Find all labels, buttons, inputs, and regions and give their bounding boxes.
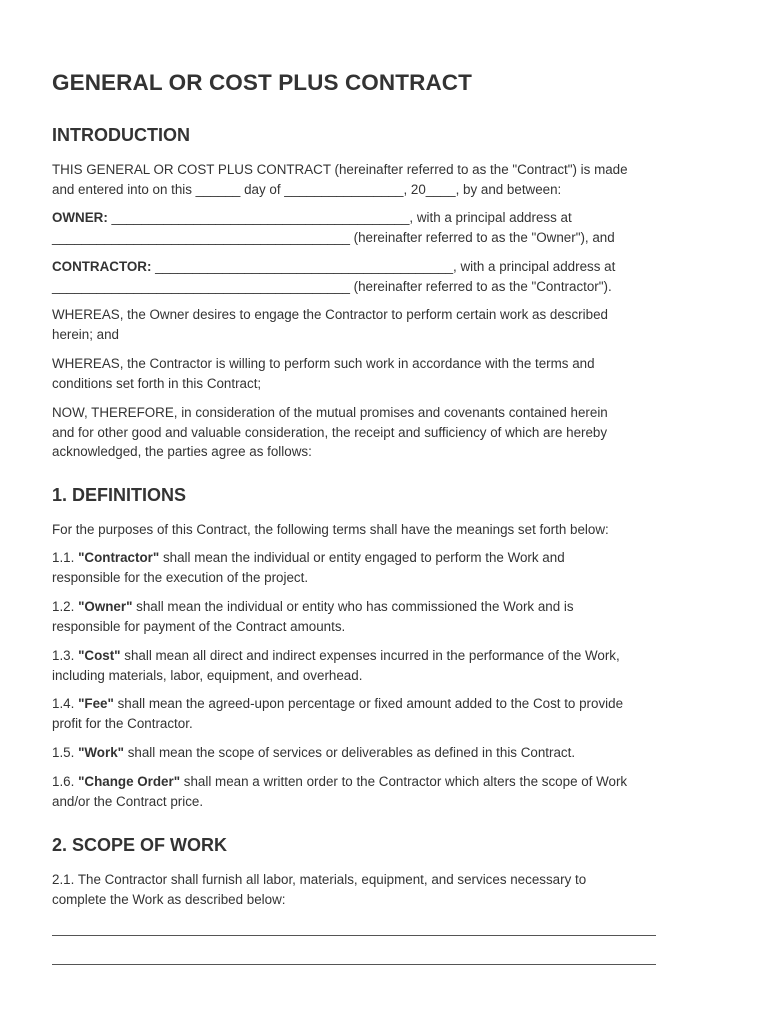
definition-item-work <box>52 743 720 763</box>
now-therefore-line-1: NOW, THEREFORE, in consideration of the mutual promises and covenants contained herein <box>52 405 608 420</box>
owner-line-1: ________________________________________, with a principal address at <box>107 210 572 225</box>
scope-blank-line-2[interactable] <box>52 964 656 965</box>
definition-number: 1.6. <box>52 774 79 789</box>
definition-text-continued: responsible for payment of the Contract amounts. <box>52 618 346 634</box>
definition-term: "Owner" <box>78 599 133 614</box>
opening-paragraph <box>52 160 720 199</box>
whereas-contractor-paragraph <box>52 354 720 393</box>
definition-item-owner <box>52 597 720 636</box>
contractor-label: CONTRACTOR: <box>52 259 152 274</box>
contractor-line-1: ________________________________________, with a principal address at <box>151 259 616 274</box>
definition-text-continued: and/or the Contract price. <box>52 793 204 809</box>
definition-term: "Fee" <box>78 696 114 711</box>
definition-item-contractor <box>52 548 720 587</box>
scope-item-1 <box>52 870 720 909</box>
definition-text: shall mean the individual or entity engaged to perform the Work and <box>159 550 565 565</box>
scope-item-1-line-2: complete the Work as described below: <box>52 891 286 907</box>
now-therefore-paragraph <box>52 403 720 462</box>
whereas-owner-line-2: herein; and <box>52 326 120 342</box>
document-title: GENERAL OR COST PLUS CONTRACT <box>52 70 472 95</box>
scope-heading: 2. SCOPE OF WORK <box>52 835 228 855</box>
now-therefore-line-3: acknowledged, the parties agree as follows: <box>52 444 312 459</box>
definition-text-continued: responsible for the execution of the project. <box>52 569 309 585</box>
whereas-owner-paragraph <box>52 305 720 344</box>
definition-term: "Work" <box>78 745 124 760</box>
definition-item-change-order <box>52 772 720 811</box>
definitions-intro: For the purposes of this Contract, the following terms shall have the meanings set forth below: <box>52 522 609 537</box>
definition-term: "Cost" <box>78 648 121 663</box>
definition-number: 1.2. <box>52 599 79 614</box>
contractor-paragraph <box>52 257 720 296</box>
introduction-heading: INTRODUCTION <box>52 125 190 145</box>
definition-number: 1.3. <box>52 648 79 663</box>
now-therefore-line-2: and for other good and valuable consideration, the receipt and sufficiency of which are hereby <box>52 424 608 440</box>
definition-text: shall mean the agreed-upon percentage or fixed amount added to the Cost to provide <box>113 696 624 711</box>
definition-text: shall mean all direct and indirect expenses incurred in the performance of the Work, <box>120 648 620 663</box>
owner-line-2: ________________________________________ (hereinafter referred to as the "Owner"), and <box>52 229 615 245</box>
definition-text: shall mean the individual or entity who has commissioned the Work and is <box>132 599 574 614</box>
scope-blank-line-1[interactable] <box>52 935 656 936</box>
whereas-owner-line-1: WHEREAS, the Owner desires to engage the Contractor to perform certain work as described <box>52 307 608 322</box>
definition-text-continued: including materials, labor, equipment, and overhead. <box>52 667 363 683</box>
contractor-line-2: ________________________________________ (hereinafter referred to as the "Contractor"). <box>52 278 612 294</box>
definition-text-continued: profit for the Contractor. <box>52 715 193 731</box>
definition-term: "Contractor" <box>78 550 160 565</box>
whereas-contractor-line-2: conditions set forth in this Contract; <box>52 375 262 391</box>
definition-text: shall mean a written order to the Contractor which alters the scope of Work <box>180 774 628 789</box>
definitions-heading: 1. DEFINITIONS <box>52 485 187 505</box>
definition-item-fee <box>52 694 720 733</box>
definition-text: shall mean the scope of services or deliverables as defined in this Contract. <box>124 745 576 760</box>
owner-label: OWNER: <box>52 210 108 225</box>
opening-line-1: THIS GENERAL OR COST PLUS CONTRACT (hereinafter referred to as the "Contract") is made <box>52 162 628 177</box>
definition-number: 1.1. <box>52 550 79 565</box>
definition-number: 1.5. <box>52 745 79 760</box>
owner-paragraph <box>52 208 720 247</box>
whereas-contractor-line-1: WHEREAS, the Contractor is willing to perform such work in accordance with the terms and <box>52 356 595 371</box>
definition-number: 1.4. <box>52 696 79 711</box>
opening-line-2: and entered into on this ______ day of ________________, 20____, by and between: <box>52 181 562 197</box>
scope-item-1-line-1: 2.1. The Contractor shall furnish all labor, materials, equipment, and services necessary to <box>52 872 587 887</box>
definition-term: "Change Order" <box>78 774 181 789</box>
definition-item-cost <box>52 646 720 685</box>
